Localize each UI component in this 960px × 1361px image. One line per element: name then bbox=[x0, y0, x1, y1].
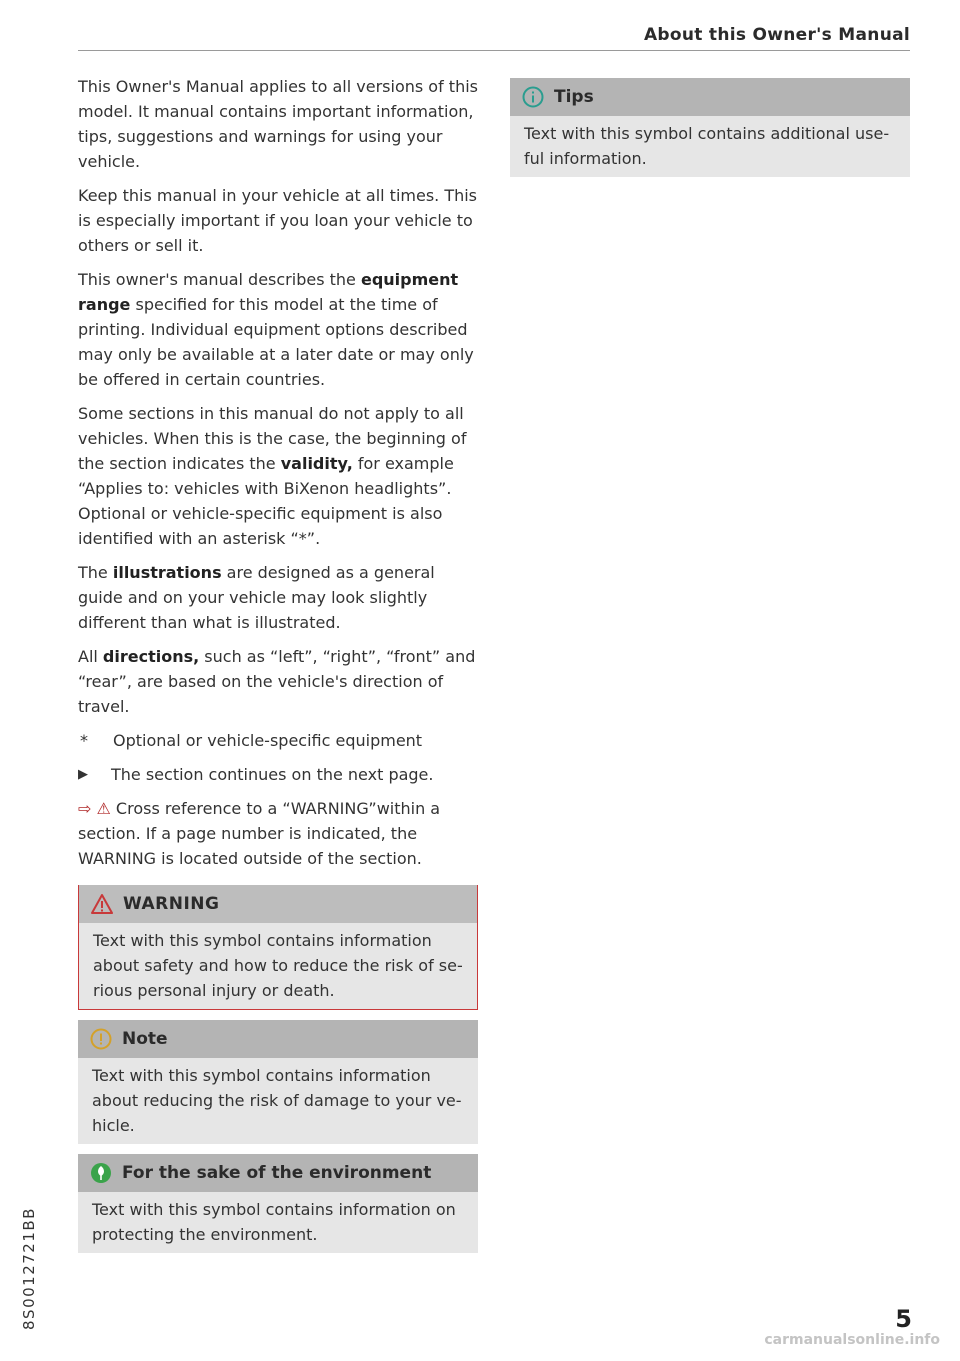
warning-title: WARNING bbox=[123, 894, 220, 914]
tips-box bbox=[510, 78, 910, 177]
environment-leaf-icon bbox=[90, 1162, 112, 1184]
text-run: for example “Applies to: vehicles with BiXenon headlights”. Optional or vehicle-specific equipment is also identified with an asterisk “*”. bbox=[78, 454, 454, 548]
cross-reference-warning-icon: ⇨ ⚠ bbox=[78, 799, 111, 818]
warning-triangle-icon bbox=[91, 893, 113, 915]
legend-continues bbox=[78, 762, 478, 787]
tips-info-icon bbox=[522, 86, 544, 108]
continue-arrow-icon: ▶ bbox=[78, 767, 88, 782]
bold-term: illustrations bbox=[112, 563, 222, 582]
paragraph-illustrations bbox=[78, 560, 478, 635]
note-exclamation-icon bbox=[90, 1028, 112, 1050]
paragraph-equipment-range bbox=[78, 267, 478, 392]
paragraph-directions bbox=[78, 644, 478, 719]
running-head: About this Owner's Manual bbox=[643, 25, 910, 45]
text-run: Some sections in this manual do not apply to all vehicles. When this is the case, the beginning of the section indicates the bbox=[78, 404, 467, 473]
text-run: This owner's manual describes the bbox=[78, 270, 361, 289]
bold-term: validity, bbox=[280, 454, 353, 473]
cross-reference-legend bbox=[78, 796, 478, 871]
environment-box bbox=[78, 1154, 478, 1253]
tips-title: Tips bbox=[554, 87, 594, 107]
bold-term: equipment range bbox=[78, 270, 459, 314]
environment-header bbox=[78, 1154, 478, 1192]
tips-text: Text with this symbol contains additional useful information. bbox=[510, 116, 910, 177]
legend-continues-text: The section continues on the next page. bbox=[111, 765, 434, 784]
legend-asterisk bbox=[78, 728, 478, 753]
bold-term: directions, bbox=[102, 647, 200, 666]
header-rule bbox=[78, 50, 910, 51]
page-number: 5 bbox=[895, 1305, 912, 1333]
cross-reference-text: Cross reference to a “WARNING”within a section. If a page number is indicated, the WARNING is located outside of the section. bbox=[78, 799, 441, 868]
text-run: All bbox=[78, 647, 103, 666]
left-column bbox=[78, 74, 478, 1263]
environment-title: For the sake of the environment bbox=[122, 1163, 432, 1183]
warning-header bbox=[79, 885, 477, 923]
note-header bbox=[78, 1020, 478, 1058]
legend-asterisk-text: Optional or vehicle-specific equipment bbox=[113, 731, 423, 750]
note-title: Note bbox=[122, 1029, 168, 1049]
paragraph-validity bbox=[78, 401, 478, 551]
note-text: Text with this symbol contains information about reducing the risk of damage to your vehicle. bbox=[78, 1058, 478, 1144]
tips-header bbox=[510, 78, 910, 116]
text-run: are designed as a general guide and on your vehicle may look slightly different than what is illustrated. bbox=[78, 563, 435, 632]
text-run: such as “left”, “right”, “front” and “rear”, are based on the vehicle's direction of travel. bbox=[78, 647, 476, 716]
right-column bbox=[510, 78, 910, 187]
environment-text: Text with this symbol contains information on protecting the environment. bbox=[78, 1192, 478, 1253]
paragraph-intro: This Owner's Manual applies to all versions of this model. It manual contains important information, tips, suggestions and warnings for using your vehicle. bbox=[78, 77, 478, 171]
warning-text: Text with this symbol contains information about safety and how to reduce the risk of serious personal injury or death. bbox=[79, 923, 477, 1009]
warning-box bbox=[78, 885, 478, 1010]
text-run: specified for this model at the time of printing. Individual equipment options described may only be available at a later date or may only be offered in certain countries. bbox=[78, 295, 474, 389]
asterisk-symbol: * bbox=[80, 731, 88, 750]
note-box bbox=[78, 1020, 478, 1144]
paragraph-keep-manual: Keep this manual in your vehicle at all times. This is especially important if you loan your vehicle to others or sell it. bbox=[78, 186, 478, 255]
document-code: 8S0012721BB bbox=[20, 1207, 38, 1330]
watermark: carmanualsonline.info bbox=[764, 1332, 940, 1348]
text-run: The bbox=[78, 563, 113, 582]
